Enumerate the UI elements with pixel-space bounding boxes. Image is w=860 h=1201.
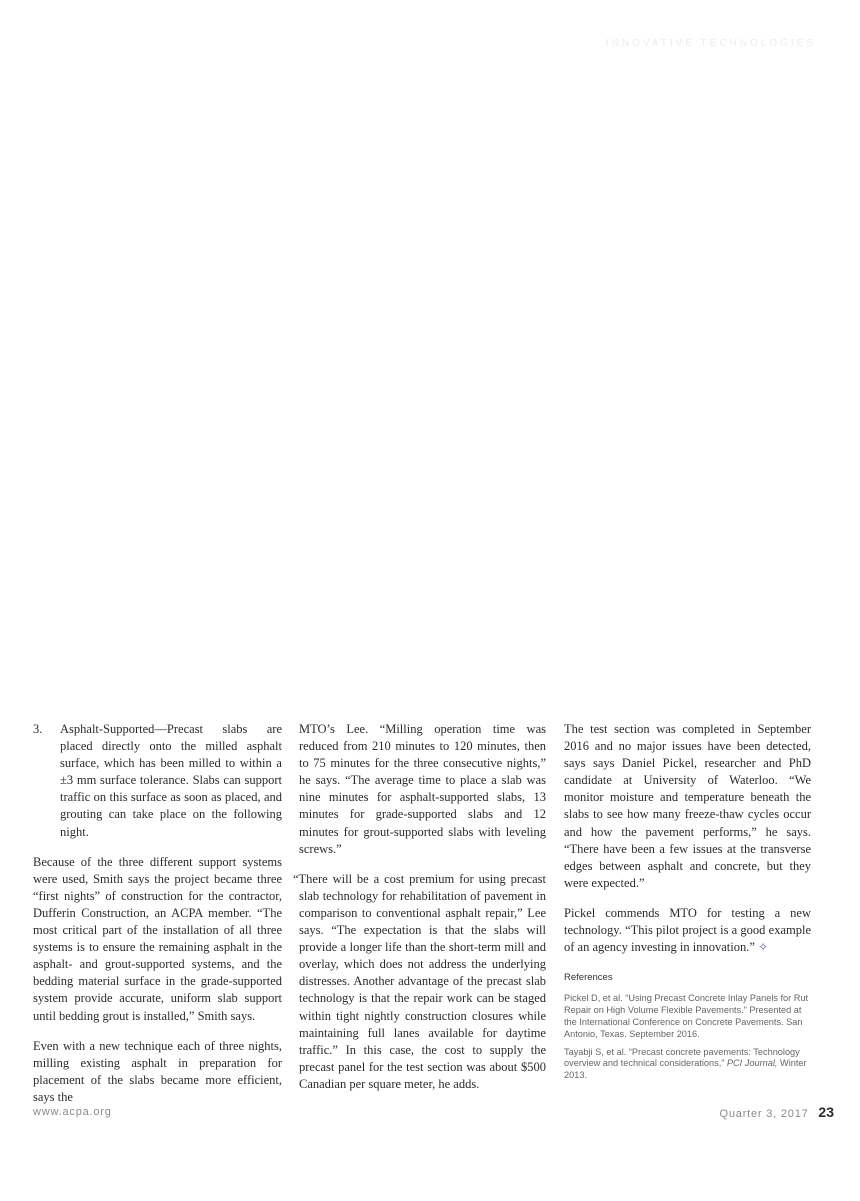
article-column-1	[33, 721, 282, 1119]
reference-journal: PCI Journal,	[726, 1058, 778, 1069]
reference-text: Tayabji S, et al. “Precast concrete pavements: Technology overview and technical considerations,”	[564, 1046, 800, 1069]
references-heading: References	[564, 972, 613, 984]
body-paragraph	[564, 905, 811, 956]
running-header: INNOVATIVE TECHNOLOGIES	[605, 38, 816, 49]
body-paragraph: Because of the three different support systems were used, Smith says the project became three “first nights” of construction for the contractor, Dufferin Construction, an ACPA member. “The most critical part of the installation of all three systems is to ensure the remaining asphalt in the asphalt- and grout-supported systems, and the bedding material surface in the grade-supported system provide accurate, uniform slab support until bedding grout is installed,” Smith says.	[33, 854, 282, 1023]
body-paragraph: MTO’s Lee. “Milling operation time was reduced from 210 minutes to 120 minutes, then to 75 minutes for the three consecutive nights,” he says. “The average time to place a slab was nine minutes for asphalt-supported slabs, 13 minutes for grade-supported slabs and 12 minutes for grout-supported slabs with leveling screws.”	[299, 722, 546, 856]
issue-label: Quarter 3, 2017	[719, 1108, 809, 1120]
reference-item: Pickel D, et al. “Using Precast Concrete Inlay Panels for Rut Repair on High Volume Flexible Pavements.” Presented at the International Conference on Concrete Pavements. San Antonio, Texas. September 2016.	[564, 993, 809, 1039]
page-number: 23	[818, 1104, 834, 1120]
body-paragraph: The test section was completed in September 2016 and no major issues have been detected, says says Daniel Pickel, researcher and PhD candidate at University of Waterloo. “We monitor moisture and temperature beneath the slabs to see how many freeze-thaw cycles occur and how the pavement performs,” he says. “There have been a few issues at the transverse edges between asphalt and concrete, but they were expected.”	[564, 722, 811, 890]
body-paragraph: “There will be a cost premium for using precast slab technology for rehabilitation of pavement in comparison to conventional asphalt repair,” Lee says. “The expectation is that the slabs will provide a longer life than the short-term mill and overlay, which does not address the underlying distresses. Another advantage of the precast slab technology is that the repair work can be staged within tight nightly construction closures while maintaining full lanes available for daytime traffic.” In this case, the cost to supply the precast panel for the test section was about $500 Canadian per square meter, he adds.	[293, 871, 546, 1091]
reference-item	[564, 1047, 811, 1082]
end-of-article-icon: ✧	[758, 940, 769, 955]
reference-tail: Winter 2013.	[564, 1058, 807, 1081]
article-column-2	[293, 721, 546, 1106]
footer-website: www.acpa.org	[33, 1106, 112, 1118]
body-paragraph: Even with a new technique each of three nights, milling existing asphalt in preparation for placement of the slabs became more efficient, says the	[33, 1038, 282, 1104]
article-column-3	[564, 721, 811, 1088]
list-item	[33, 721, 282, 841]
closing-paragraph-text: Pickel commends MTO for testing a new technology. “This pilot project is a good example of an agency investing in innovation.”	[564, 905, 811, 955]
footer-issue-info	[720, 1104, 835, 1120]
list-number: 3.	[33, 722, 43, 736]
list-item-text: Asphalt-Supported—Precast slabs are placed directly onto the milled asphalt surface, which has been milled to within a ±3 mm surface tolerance. Slabs can support traffic on this surface as soon as placed, and grouting can take place on the following night.	[60, 722, 282, 839]
